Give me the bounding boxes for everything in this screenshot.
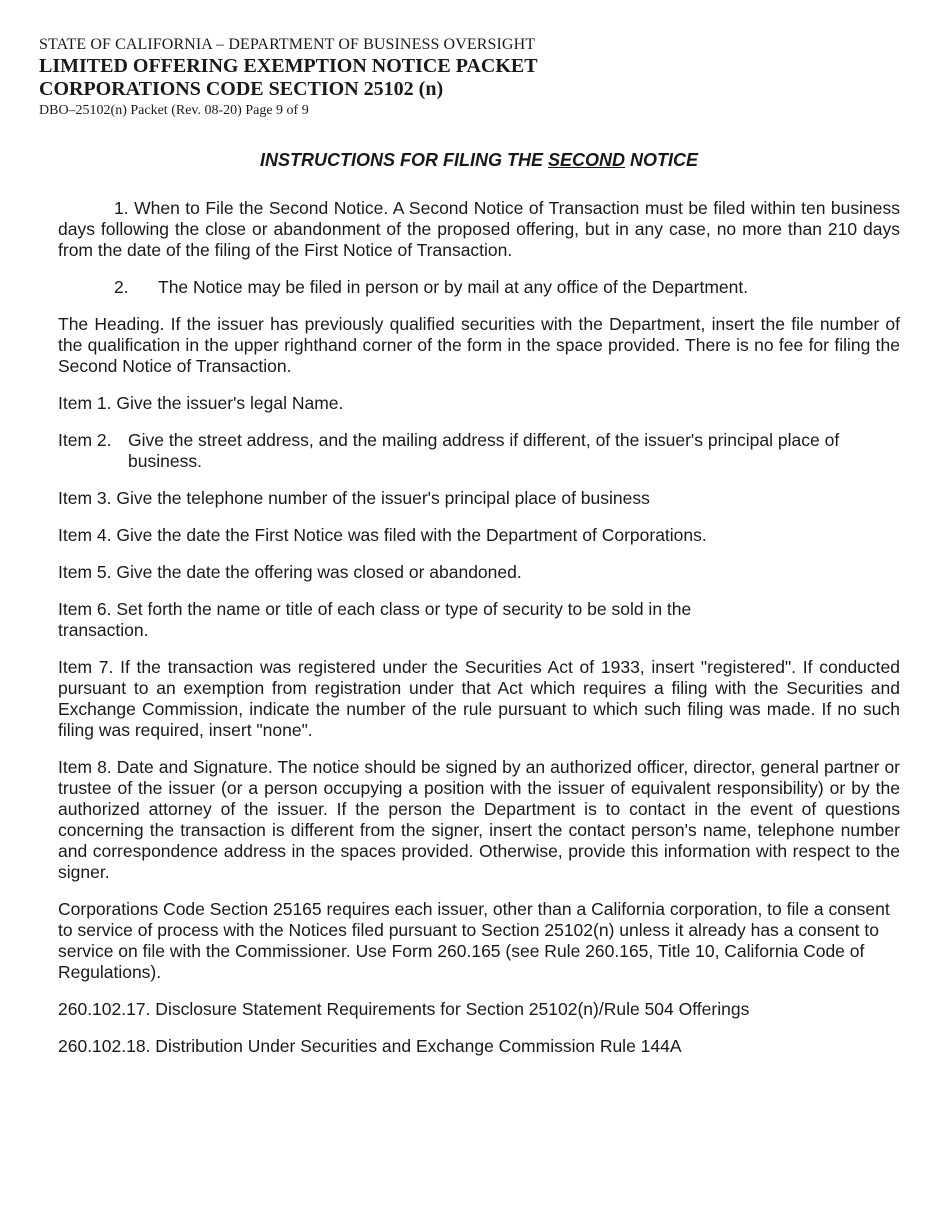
item-8: Item 8. Date and Signature. The notice should be signed by an authorized officer, director, general partner or trustee of the issuer (or a person occupying a position with the issuer of equivalent responsibility) or by the authorized attorney of the issuer. If the person the Department is to contact in the event of questions concerning the transaction is different from the signer, insert the contact person's name, telephone number and correspondence address in the spaces provided. Otherwise, provide this information with respect to the signer. [58,757,900,882]
instructions-title-after: NOTICE [625,150,699,170]
paragraph-text: The Notice may be filed in person or by mail at any office of the Department. [158,277,749,297]
instructions-body [58,198,900,1073]
item-1: Item 1. Give the issuer's legal Name. [58,393,344,413]
paragraph-when-to-file: 1. When to File the Second Notice. A Second Notice of Transaction must be filed within ten business days following the close or abandonment of the proposed offering, but in any case, no more than 210 days from the date of the filing of the First Notice of Transaction. [58,198,900,260]
rule-reference-2: 260.102.18. Distribution Under Securities and Exchange Commission Rule 144A [58,1036,682,1056]
item-6: Item 6. Set forth the name or title of each class or type of security to be sold in the transaction. [58,599,692,640]
paragraph-number: 2. [114,277,129,297]
item-7: Item 7. If the transaction was registered under the Securities Act of 1933, insert "registered". If conducted pursuant to an exemption from registration under that Act which requires a filing with the Securities and Exchange Commission, indicate the number of the rule pursuant to which such filing was made. If no such filing was required, insert "none". [58,657,900,740]
item-3: Item 3. Give the telephone number of the issuer's principal place of business [58,488,650,508]
instructions-title-before: INSTRUCTIONS FOR FILING THE [259,150,548,170]
item-4: Item 4. Give the date the First Notice was filed with the Department of Corporations. [58,525,707,545]
item-2-text: Give the street address, and the mailing address if different, of the issuer's principal place of business. [128,430,840,471]
code-section-title: CORPORATIONS CODE SECTION 25102 (n) [39,78,444,100]
paragraph-corporations-code: Corporations Code Section 25165 requires each issuer, other than a California corporation, to file a consent to service of process with the Notices filed pursuant to Section 25102(n) unless it already has a consent to service on file with the Commissioner. Use Form 260.165 (see Rule 260.165, Title 10, California Code of Regulations). [58,899,890,982]
agency-name: STATE OF CALIFORNIA – DEPARTMENT OF BUSINESS OVERSIGHT [39,36,536,53]
instructions-title [0,150,950,171]
paragraph-filing-method [114,277,900,298]
item-2-label: Item 2. [58,430,112,450]
item-2 [58,430,900,472]
paragraph-heading: The Heading. If the issuer has previously qualified securities with the Department, insert the file number of the qualification in the upper righthand corner of the form in the space provided. There is no fee for filing the Second Notice of Transaction. [58,314,900,376]
item-5: Item 5. Give the date the offering was closed or abandoned. [58,562,522,582]
rule-reference-1: 260.102.17. Disclosure Statement Requirements for Section 25102(n)/Rule 504 Offerings [58,999,750,1019]
packet-title: LIMITED OFFERING EXEMPTION NOTICE PACKET [39,55,538,77]
instructions-title-underlined: SECOND [547,150,625,170]
form-number: DBO–25102(n) Packet (Rev. 08-20) Page 9 of 9 [39,103,309,118]
document-header [39,35,538,120]
